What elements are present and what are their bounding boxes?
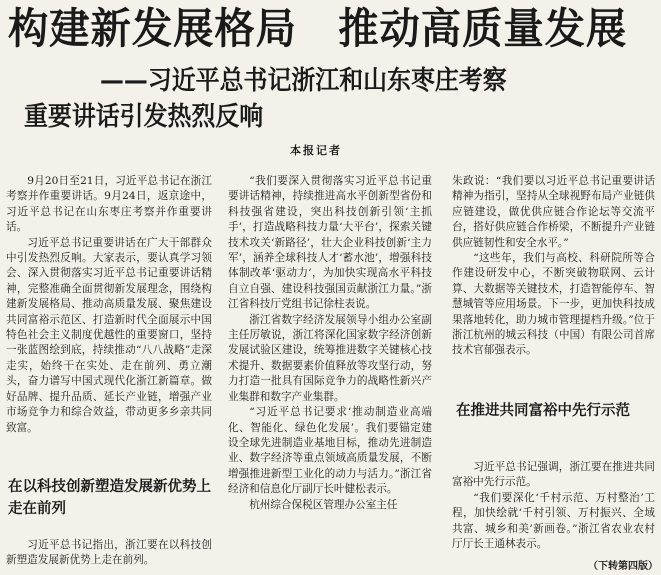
article-column-1	[6, 174, 212, 436]
paragraph: 9月20日至21日，习近平总书记在浙江考察并作重要讲话。9月24日，返京途中，习近平总书记在山东枣庄考察并作重要讲话。	[6, 175, 212, 234]
paragraph: “这些年，我们与高校、科研院所等合作建设研发中心，不断突破物联网、云计算、大数据等关键技术，打造智能停车、智慧城管等应用场景。下一步，更加快科技成果落地转化，助力城市管理提档升级。”位于浙江杭州的城云科技（中国）有限公司首席技术官郁强表示。	[452, 252, 655, 357]
subheadline-2: 重要讲话引发热烈反响	[24, 102, 264, 132]
section-heading-tech-innovation: 在以科技创新塑造发展新优势上走在前列	[8, 479, 211, 517]
paragraph: 习近平总书记指出，浙江要在以科技创新塑造发展新优势上走在前列。	[6, 539, 212, 567]
paragraph: 习近平总书记强调，浙江要在推进共同富裕中先行示范。	[452, 461, 655, 489]
paragraph: 浙江省数字经济发展领导小组办公室副主任厉敏说，浙江将深化国家数字经济创新发展试验区建设，统筹推进数字关键核心技术提升、数据要素价值释放等攻坚行动，努力打造一批具有国际竞争力的战略性新兴产业集群和数字产业集群。	[228, 313, 432, 403]
paragraph: 习近平总书记重要讲话在广大干部群众中引发热烈反响。大家表示，要认真学习领会、深入贯彻落实习近平总书记重要讲话精神，完整准确全面贯彻新发展理念，围绕构建新发展格局、推动高质量发展、聚焦建设共同富裕示范区、打造新时代全面展示中国特色社会主义制度优越性的重要窗口，坚持一张蓝图绘到底，持续推动“八八战略”走深走实，始终干在实处、走在前列、勇立潮头，奋力谱写中国式现代化浙江新篇章。做好品牌、提升品质、延长产业链，增强产业市场竞争力和综合效益，带动更多乡亲共同致富。	[6, 236, 212, 434]
paragraph: “我们要深入贯彻落实习近平总书记重要讲话精神，持续推进高水平创新型省份和科技强省建设，突出科技创新引领‘主抓手’，打造战略科技力量‘大平台’，探索关键技术攻关‘新路径’，壮大企业科技创新‘主力军’，涵养全球科技人才‘蓄水池’，增强科技体制改革‘驱动力’，为加快实现高水平科技自立自强、建设科技强国贡献浙江力量。”浙江省科技厅党组书记徐柱表说。	[228, 175, 432, 311]
paragraph: 杭州综合保税区管理办公室主任	[249, 498, 398, 511]
section-heading-common-prosperity: 在推进共同富裕中先行示范	[456, 403, 630, 419]
byline: 本报记者	[290, 144, 342, 157]
paragraph: “习近平总书记要求‘推动制造业高端化、智能化、绿色化发展’。我们要锚定建设全球先进制造业基地目标，推动先进制造业、数字经济等重点领域高质量发展，不断增强推进新型工业化的动力与活力。”浙江省经济和信息化厅副厅长叶健松表示。	[228, 406, 432, 496]
paragraph: 朱政说：“我们要以习近平总书记重要讲话精神为指引，坚持从全球视野布局产业链供应链建设，做优供应链合作论坛等交流平台，搭好供应链合作桥梁，不断提升产业链供应链韧性和安全水平。”	[452, 175, 655, 249]
paragraph: “我们要深化‘千村示范、万村整治’工程，加快绘就‘千村引领、万村振兴、全域共富、城乡和美’新画卷。”浙江省农业农村厅厅长王通林表示。	[452, 491, 655, 551]
article-column-2	[228, 174, 432, 513]
article-column-1-tail	[6, 538, 212, 569]
article-column-3-tail	[452, 460, 655, 552]
headline: 构建新发展格局 推动高质量发展	[8, 4, 628, 53]
article-column-3	[452, 174, 655, 359]
continued-on-page-4[interactable]: （下转第四版）	[588, 561, 658, 572]
subheadline-1: ——习近平总书记浙江和山东枣庄考察	[100, 66, 507, 96]
